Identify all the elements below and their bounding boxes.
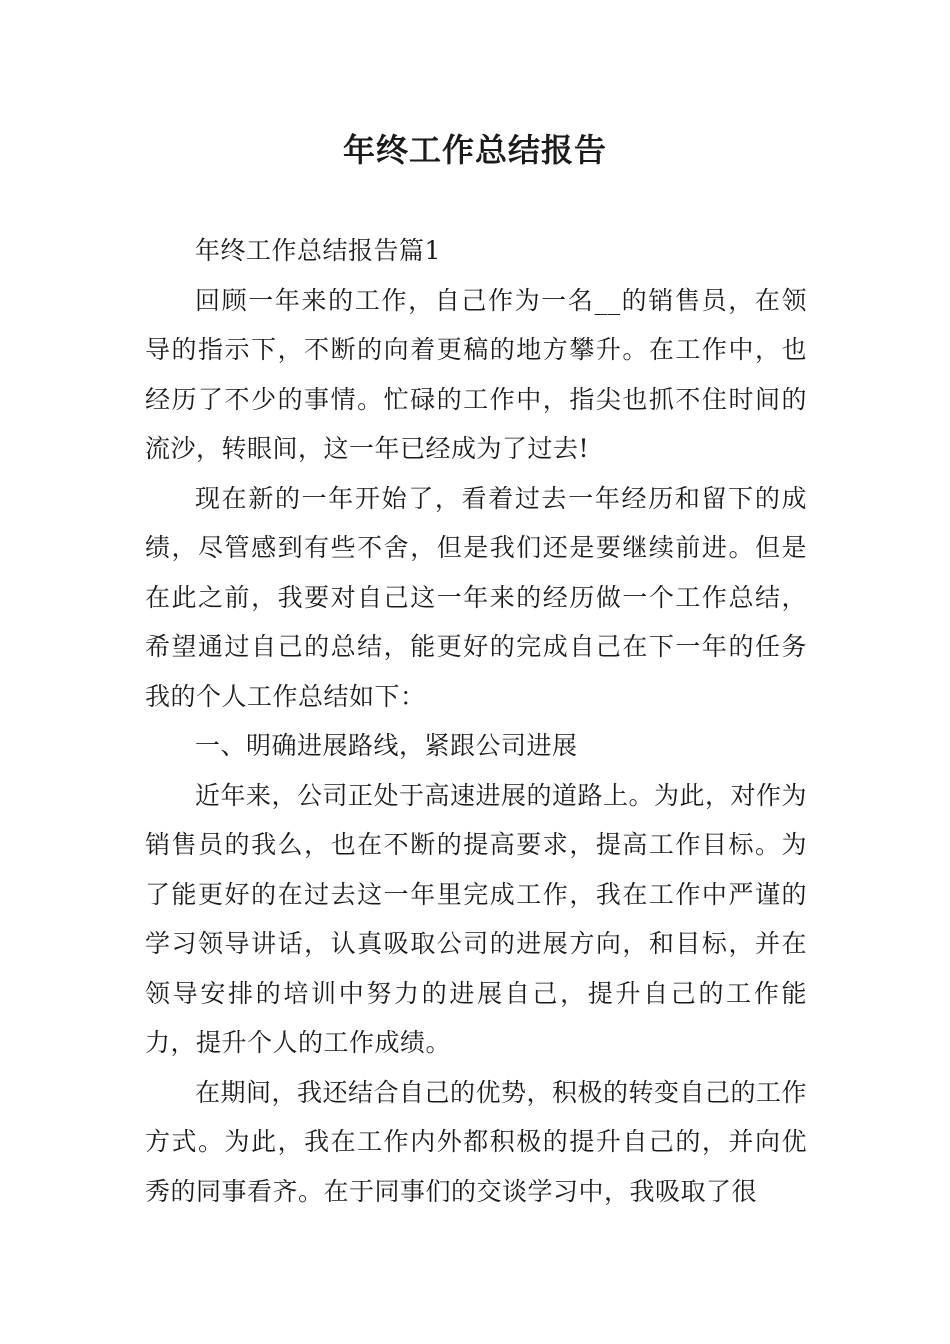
paragraph-company-growth: 近年来，公司正处于高速进展的道路上。为此，对作为销售员的我么，也在不断的提高要求，提高工作目标。为了能更好的在过去这一年里完成工作，我在工作中严谨的学习领导讲话，认真吸取公司的进展方向，和目标，并在领导安排的培训中努力的进展自己，提升自己的工作能力，提升个人的工作成绩。 bbox=[145, 780, 808, 1057]
section-heading-direction: 一、明确进展路线，紧跟公司进展 bbox=[195, 731, 578, 760]
paragraph-review: 回顾一年来的工作，自己作为一名__的销售员，在领导的指示下，不断的向着更稿的地方攀升。在工作中，也经历了不少的事情。忙碌的工作中，指尖也抓不住时间的流沙，转眼间，这一年已经成为了过去! bbox=[145, 285, 807, 463]
document-body bbox=[145, 226, 807, 1216]
paragraph-work-style: 在期间，我还结合自己的优势，积极的转变自己的工作方式。为此，我在工作内外都积极的提升自己的，并向优秀的同事看齐。在于同事们的交谈学习中，我吸取了很 bbox=[145, 1077, 808, 1206]
document-title: 年终工作总结报告 bbox=[342, 131, 607, 169]
paragraph-new-year: 现在新的一年开始了，看着过去一年经历和留下的成绩，尽管感到有些不舍，但是我们还是要继续前进。但是在此之前，我要对自己这一年来的经历做一个工作总结，希望通过自己的总结，能更好的完成自己在下一年的任务我的个人工作总结如下： bbox=[145, 483, 807, 711]
section-heading-part-1: 年终工作总结报告篇1 bbox=[195, 236, 441, 265]
